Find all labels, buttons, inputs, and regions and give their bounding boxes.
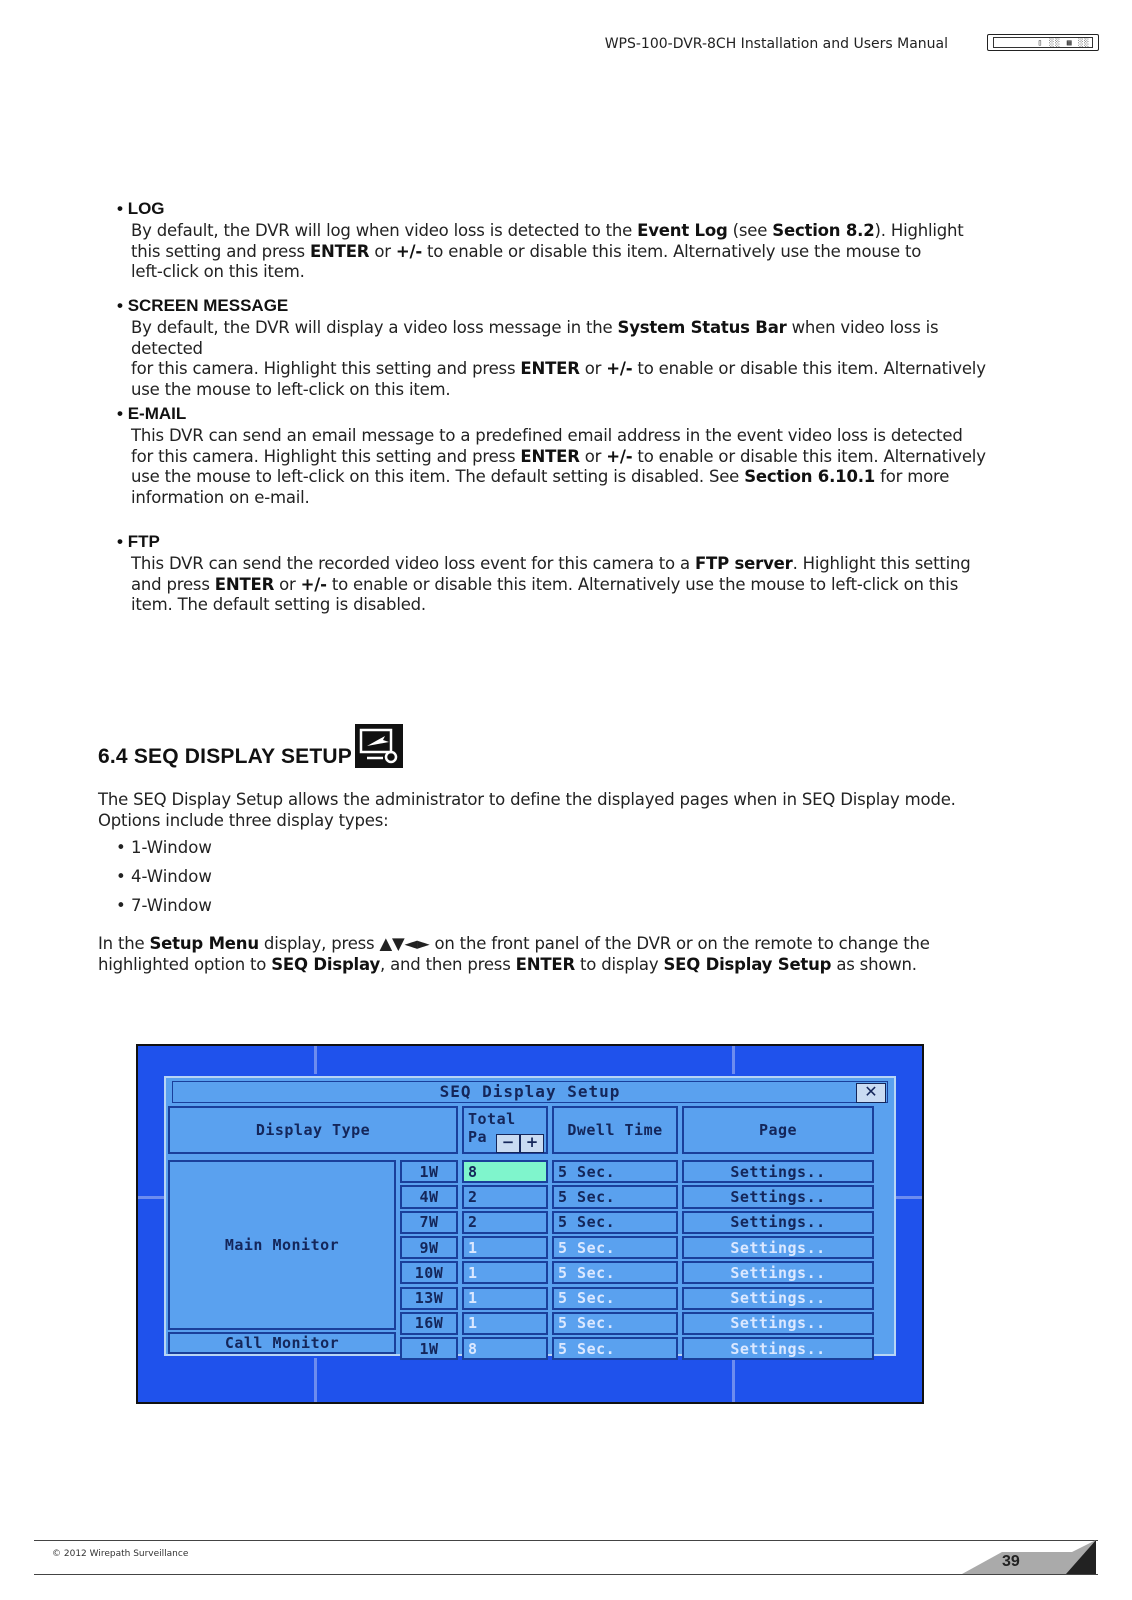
dwell-time-field[interactable]: 5 Sec.: [552, 1312, 678, 1335]
copyright: © 2012 Wirepath Surveillance: [52, 1549, 189, 1559]
bullet-title-text: SCREEN MESSAGE: [127, 296, 289, 315]
seq-display-icon: [355, 724, 403, 768]
display-type-option: • 4-Window: [116, 867, 212, 886]
seq-display-setup-dialog: [164, 1076, 896, 1356]
display-type-option: • 7-Window: [116, 896, 212, 915]
bullet-title: • LOG: [117, 199, 165, 218]
page-settings-button[interactable]: Settings..: [682, 1211, 874, 1234]
bullet-paragraph: This DVR can send the recorded video loss event for this camera to a FTP server. Highlight this setting and press ENTER or +/- to enable or disable this item. Alternatively use the mouse to left-click on this item. The default setting is disabled.: [131, 554, 971, 614]
footer-tab-graphic: [962, 1540, 1096, 1574]
page-settings-button[interactable]: Settings..: [682, 1287, 874, 1310]
page-settings-button[interactable]: Settings..: [682, 1261, 874, 1284]
total-pages-field[interactable]: 8: [462, 1337, 548, 1360]
minus-button[interactable]: −: [496, 1134, 520, 1153]
bullet-title: • FTP: [117, 532, 160, 551]
page-settings-button[interactable]: Settings..: [682, 1236, 874, 1259]
section-intro: The SEQ Display Setup allows the administrator to define the displayed pages when in SEQ Display mode. Options include three display types:: [98, 790, 956, 830]
dialog-title: SEQ Display Setup: [172, 1081, 888, 1103]
total-pages-field[interactable]: 2: [462, 1211, 548, 1234]
window-type-cell: 1W: [400, 1160, 458, 1183]
dwell-time-field[interactable]: 5 Sec.: [552, 1261, 678, 1284]
dwell-time-field[interactable]: 5 Sec.: [552, 1287, 678, 1310]
page-number: 39: [1002, 1553, 1020, 1570]
page-settings-button[interactable]: Settings..: [682, 1160, 874, 1183]
header-dwell-time: Dwell Time: [552, 1106, 678, 1154]
window-type-cell: 10W: [400, 1261, 458, 1284]
dwell-time-field[interactable]: 5 Sec.: [552, 1236, 678, 1259]
window-type-cell: 9W: [400, 1236, 458, 1259]
dvr-device-icon: ▯ ░░ ▦ ░░: [987, 34, 1099, 51]
main-monitor-label: Main Monitor: [168, 1160, 396, 1330]
dwell-time-field[interactable]: 5 Sec.: [552, 1211, 678, 1234]
page-settings-button[interactable]: Settings..: [682, 1185, 874, 1208]
bullet-title: • SCREEN MESSAGE: [117, 296, 289, 315]
header-total-pages-label: Total Pa: [468, 1110, 516, 1146]
close-button[interactable]: ✕: [856, 1083, 886, 1103]
page-settings-button[interactable]: Settings..: [682, 1312, 874, 1335]
total-pages-field[interactable]: 1: [462, 1312, 548, 1335]
seq-display-setup-screenshot: [136, 1044, 924, 1404]
call-monitor-label: Call Monitor: [168, 1332, 396, 1354]
bullet-title-text: LOG: [127, 199, 165, 218]
bullet-paragraph: By default, the DVR will log when video loss is detected to the Event Log (see Section 8.2). Highlight this setting and press ENTER or +/- to enable or disable this item. Alternatively use the mouse to left-click on this item.: [131, 221, 964, 281]
total-pages-field[interactable]: 1: [462, 1236, 548, 1259]
window-type-cell: 1W: [400, 1337, 458, 1360]
bullet-title-text: FTP: [127, 532, 160, 551]
bullet-paragraph: This DVR can send an email message to a predefined email address in the event video loss is detected for this camera. Highlight this setting and press ENTER or +/- to enable or disable this item. Alternatively use the mouse to left-click on this item. The default setting is disabled. See Section 6.10.1 for more information on e-mail.: [131, 426, 986, 507]
plus-button[interactable]: +: [520, 1134, 544, 1153]
dwell-time-field[interactable]: 5 Sec.: [552, 1160, 678, 1183]
total-pages-field[interactable]: 8: [462, 1160, 548, 1183]
bullet-title-text: E-MAIL: [127, 404, 187, 423]
display-type-option: • 1-Window: [116, 838, 212, 857]
header-page: Page: [682, 1106, 874, 1154]
window-type-cell: 4W: [400, 1185, 458, 1208]
bullet-title: • E-MAIL: [117, 404, 187, 423]
page-settings-button[interactable]: Settings..: [682, 1337, 874, 1360]
section-heading: 6.4 SEQ DISPLAY SETUP: [98, 745, 352, 768]
header-display-type: Display Type: [168, 1106, 458, 1154]
window-type-cell: 16W: [400, 1312, 458, 1335]
bullet-paragraph: By default, the DVR will display a video loss message in the System Status Bar when video loss is detected for this camera. Highlight this setting and press ENTER or +/- to enable or disable this item. Alternatively use the mouse to left-click on this item.: [131, 318, 986, 399]
total-pages-field[interactable]: 1: [462, 1287, 548, 1310]
total-pages-field[interactable]: 1: [462, 1261, 548, 1284]
window-type-cell: 13W: [400, 1287, 458, 1310]
window-type-cell: 7W: [400, 1211, 458, 1234]
dwell-time-field[interactable]: 5 Sec.: [552, 1337, 678, 1360]
dwell-time-field[interactable]: 5 Sec.: [552, 1185, 678, 1208]
section-instructions: In the Setup Menu display, press ▲▼◄► on the front panel of the DVR or on the remote to change the highlighted option to SEQ Display, and then press ENTER to display SEQ Display Setup as shown.: [98, 934, 930, 974]
total-pages-field[interactable]: 2: [462, 1185, 548, 1208]
manual-title: WPS-100-DVR-8CH Installation and Users Manual: [604, 36, 948, 52]
